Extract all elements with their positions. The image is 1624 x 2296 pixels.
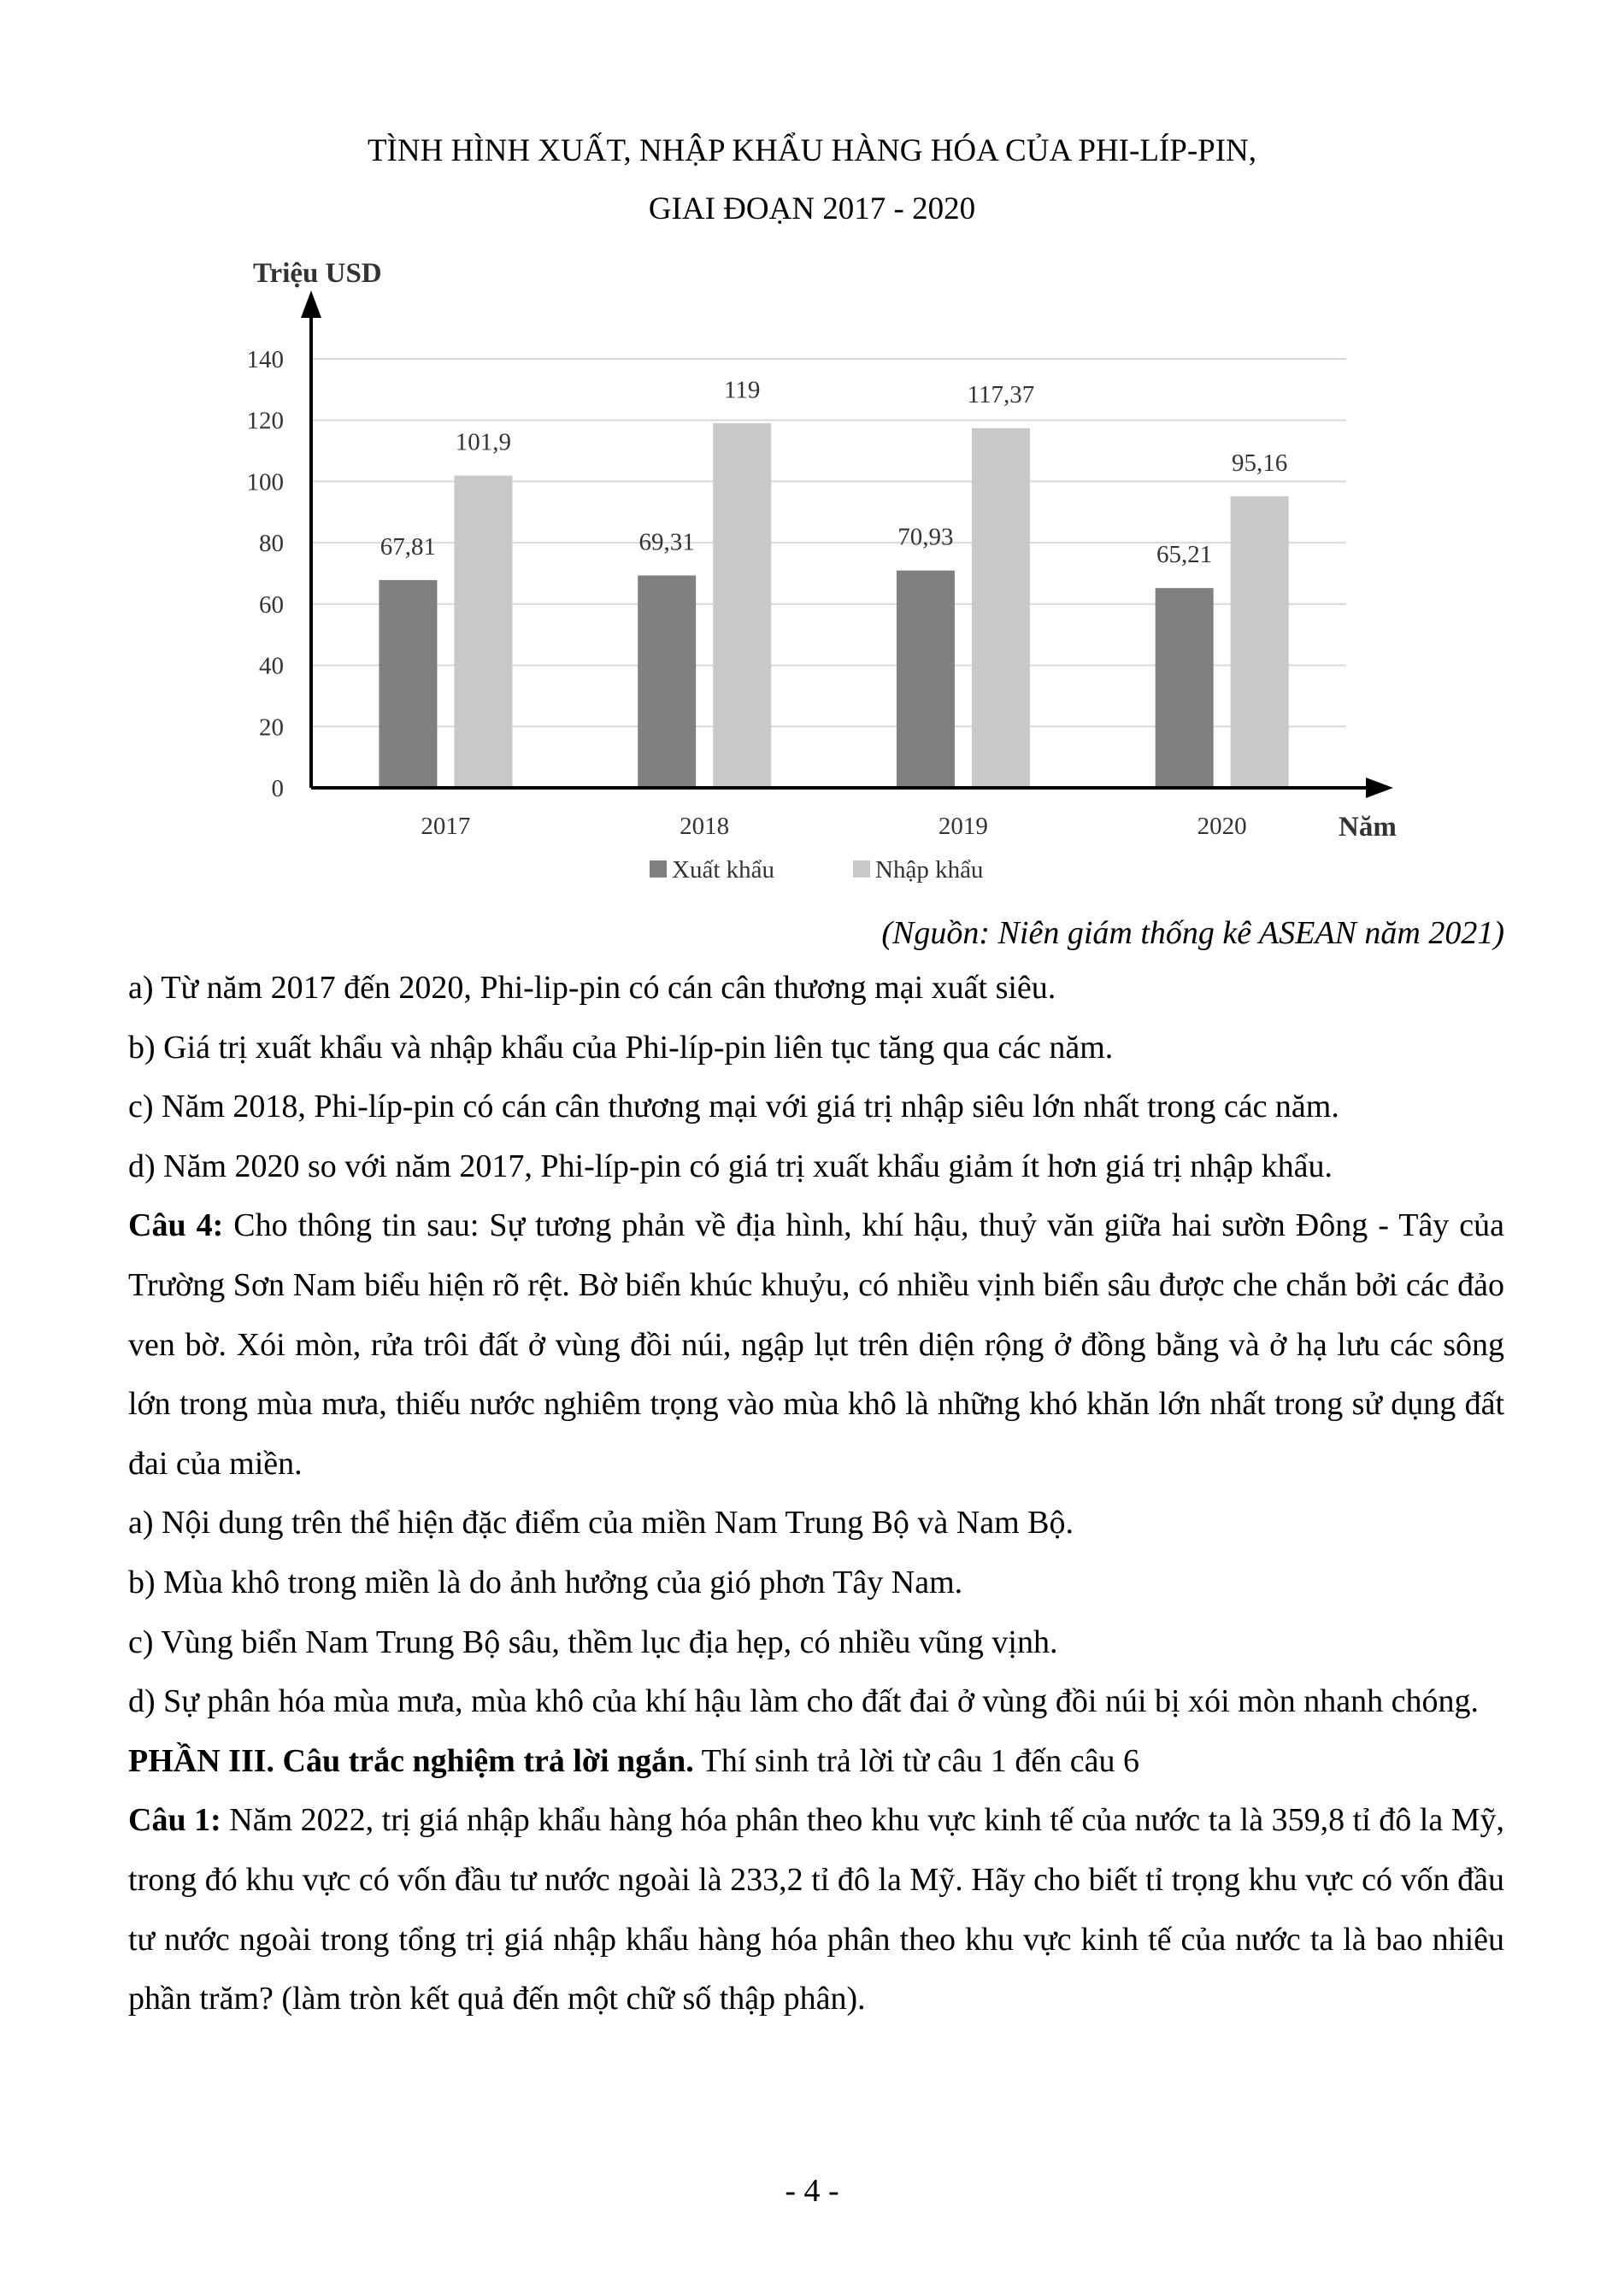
legend-swatch	[853, 860, 870, 878]
q3-option-c: c) Năm 2018, Phi-líp-pin có cán cân thương mại với giá trị nhập siêu lớn nhất trong các năm.	[128, 1089, 1339, 1125]
question-4	[128, 1196, 1504, 1494]
bar-export-2017	[379, 580, 437, 788]
part-3-heading: PHẦN III. Câu trắc nghiệm trả lời ngắn.	[128, 1742, 694, 1779]
x-tick-label: 2017	[421, 813, 471, 840]
question-1-label: Câu 1:	[128, 1802, 221, 1839]
bar-import-2019	[972, 428, 1030, 788]
x-tick-label: 2020	[1197, 813, 1247, 840]
q3-option-b: b) Giá trị xuất khẩu và nhập khẩu của Phi-líp-pin liên tục tăng qua các năm.	[128, 1029, 1114, 1066]
data-label: 69,31	[638, 528, 695, 556]
data-label: 67,81	[380, 532, 437, 561]
data-label: 95,16	[1232, 449, 1288, 477]
y-tick-label: 0	[271, 775, 284, 802]
bar-export-2020	[1156, 588, 1214, 788]
bar-export-2018	[638, 575, 696, 788]
y-tick-label: 120	[246, 407, 284, 435]
part-3-instruction: Thí sinh trả lời từ câu 1 đến câu 6	[701, 1742, 1139, 1779]
y-axis-arrow	[301, 291, 321, 318]
x-tick-label: 2018	[680, 813, 730, 840]
x-axis-arrow	[1366, 778, 1393, 798]
bar-export-2019	[897, 571, 955, 788]
q4-option-c: c) Vùng biển Nam Trung Bộ sâu, thềm lục địa hẹp, có nhiều vũng vịnh.	[128, 1624, 1058, 1660]
q4-option-a: a) Nội dung trên thể hiện đặc điểm của miền Nam Trung Bộ và Nam Bộ.	[128, 1505, 1074, 1541]
bar-import-2018	[713, 423, 771, 788]
question-4-label: Câu 4:	[128, 1207, 224, 1244]
question-1-text: Năm 2022, trị giá nhập khẩu hàng hóa phân theo khu vực kinh tế của nước ta là 359,8 tỉ đô la Mỹ, trong đó khu vực có vốn đầu tư nước ngoài là 233,2 tỉ đô la Mỹ. Hãy cho biết tỉ trọng khu vực có vốn đầu tư nước ngoài trong tổng trị giá nhập khẩu hàng hóa phân theo khu vực kinh tế của nước ta là bao nhiêu phần trăm? (làm tròn kết quả đến một chữ số thập phân).	[128, 1802, 1505, 2017]
question-1	[128, 1791, 1504, 2029]
q4-option-b: b) Mùa khô trong miền là do ảnh hưởng của gió phơn Tây Nam.	[128, 1564, 963, 1600]
bar-chart	[0, 0, 1624, 906]
part-3-header	[128, 1732, 1504, 1792]
data-label: 119	[723, 376, 761, 404]
q3-option-d: d) Năm 2020 so với năm 2017, Phi-líp-pin có giá trị xuất khẩu giảm ít hơn giá trị nhập khẩu.	[128, 1148, 1333, 1184]
data-label: 70,93	[897, 523, 954, 551]
x-tick-label: 2019	[938, 813, 988, 840]
y-tick-label: 60	[259, 590, 284, 619]
chart-source: (Nguồn: Niên giám thống kê ASEAN năm 2021)	[881, 915, 1504, 951]
legend-label: Nhập khẩu	[875, 856, 984, 884]
q3-option-a: a) Từ năm 2017 đến 2020, Phi-lip-pin có cán cân thương mại xuất siêu.	[128, 970, 1056, 1006]
data-label: 65,21	[1156, 541, 1213, 569]
body-text	[128, 959, 1504, 2029]
chart-title-line-1: TÌNH HÌNH XUẤT, NHẬP KHẨU HÀNG HÓA CỦA PHI-LÍP-PIN,	[367, 133, 1257, 168]
bar-import-2020	[1231, 496, 1289, 788]
question-4-text: Cho thông tin sau: Sự tương phản về địa hình, khí hậu, thuỷ văn giữa hai sườn Đông - Tây của Trường Sơn Nam biểu hiện rõ rệt. Bờ biển khúc khuỷu, có nhiều vịnh biển sâu được che chắn bởi các đảo ven bờ. Xói mòn, rửa trôi đất ở vùng đồi núi, ngập lụt trên diện rộng ở đồng bằng và ở hạ lưu các sông lớn trong mùa mưa, thiếu nước nghiêm trọng vào mùa khô là những khó khăn lớn nhất trong sử dụng đất đai của miền.	[128, 1207, 1505, 1482]
y-tick-label: 80	[259, 530, 284, 558]
chart-title-line-2: GIAI ĐOẠN 2017 - 2020	[648, 191, 976, 226]
y-tick-label: 100	[246, 468, 284, 496]
data-label: 117,37	[967, 381, 1035, 409]
legend-label: Xuất khẩu	[672, 856, 774, 884]
y-tick-label: 140	[246, 346, 284, 373]
q4-option-d: d) Sự phân hóa mùa mưa, mùa khô của khí hậu làm cho đất đai ở vùng đồi núi bị xói mòn nhanh chóng.	[128, 1683, 1479, 1720]
x-axis-title: Năm	[1339, 812, 1397, 843]
page-number: - 4 -	[785, 2173, 839, 2209]
y-axis-title: Triệu USD	[253, 258, 382, 289]
y-tick-label: 40	[259, 652, 284, 680]
data-label: 101,9	[455, 428, 512, 456]
bar-import-2017	[454, 476, 512, 788]
y-tick-label: 20	[259, 713, 284, 742]
legend-swatch	[650, 860, 667, 878]
